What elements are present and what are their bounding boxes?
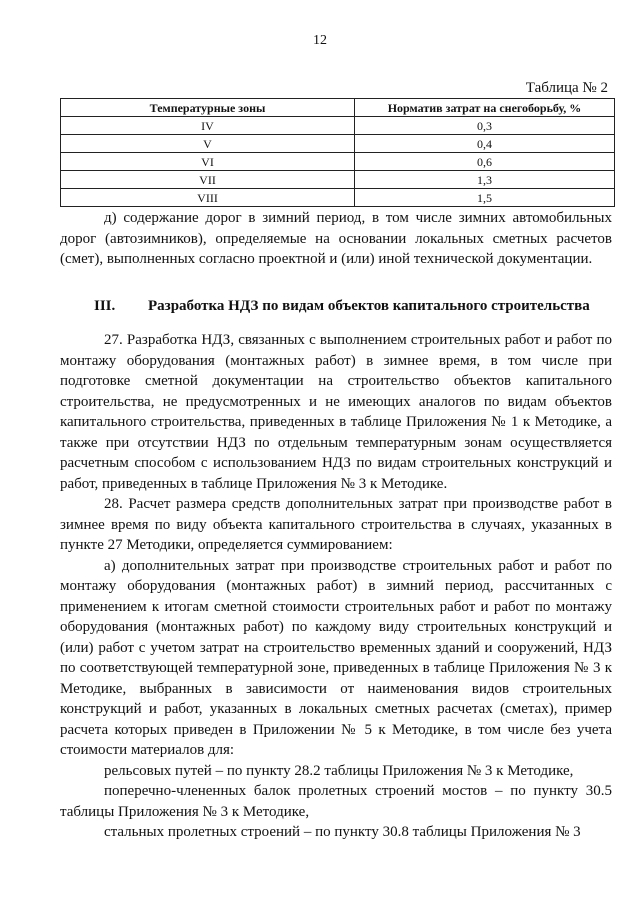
- paragraph-28a: а) дополнительных затрат при производстве строительных работ и работ по монтажу оборудования (монтажных работ) в зимний период, рассчитанных с применением к итогам сметной стоимости строительных работ и работ по монтажу оборудования (монтажных работ) по каждому виду строительных конструкций и (или) работ с учетом затрат на строительство временных зданий и сооружений, НДЗ по соответствующей температурной зоне, приведенных в таблице Приложения № 3 к Методике, выбранных в зависимости от наименования видов строительных конструкций и работ, указанных в локальных сметных расчетах (сметах), пример расчета которых приведен в Приложении № 5 к Методике, в том числе без учета стоимости материалов для:: [60, 557, 612, 758]
- norm-cell: 0,4: [355, 135, 615, 153]
- item-d-block: [60, 208, 612, 270]
- norm-cell: 1,5: [355, 189, 615, 207]
- item-d-paragraph: д) содержание дорог в зимний период, в том числе зимних автомобильных дорог (автозимников), определяемые на основании локальных сметных расчетов (смет), выполненных согласно проектной и (или) иной технической документации.: [60, 210, 612, 267]
- zone-cell: V: [61, 135, 355, 153]
- table-row: [61, 171, 615, 189]
- table-header-row: [61, 99, 615, 117]
- section-heading: [94, 298, 590, 315]
- zone-cell: VII: [61, 171, 355, 189]
- header-temperature-zones: Температурные зоны: [61, 99, 355, 117]
- temperature-zones-table: [60, 98, 615, 207]
- header-snow-cost-norm: Норматив затрат на снегоборьбу, %: [355, 99, 615, 117]
- body-text: [60, 330, 612, 843]
- section-title: Разработка НДЗ по видам объектов капитального строительства: [148, 298, 590, 314]
- list-item-beams: поперечно-члененных балок пролетных строений мостов – по пункту 30.5 таблицы Приложения № 3 к Методике,: [60, 783, 612, 820]
- norm-cell: 0,3: [355, 117, 615, 135]
- norm-cell: 0,6: [355, 153, 615, 171]
- table-row: [61, 135, 615, 153]
- section-number: III.: [94, 298, 116, 314]
- table-caption: Таблица № 2: [525, 80, 608, 96]
- list-item-rails: рельсовых путей – по пункту 28.2 таблицы Приложения № 3 к Методике,: [104, 762, 574, 779]
- zone-cell: IV: [61, 117, 355, 135]
- paragraph-27: 27. Разработка НДЗ, связанных с выполнением строительных работ и работ по монтажу оборудования (монтажных работ) в зимнее время, в том числе при подготовке сметной документации на строительство объектов капитального строительства, не предусмотренных и не имеющих аналогов по видам объектов капитального строительства, приведенных в таблице Приложения № 1 к Методике, а также при отсутствии НДЗ по отдельным температурным зонам осуществляется расчетным способом с использованием НДЗ по видам строительных конструкций и работ, приведенных в таблице Приложения № 3 к Методике.: [60, 332, 612, 492]
- list-item-steel: стальных пролетных строений – по пункту 30.8 таблицы Приложения № 3: [104, 824, 581, 840]
- norm-cell: 1,3: [355, 171, 615, 189]
- table-row: [61, 117, 615, 135]
- table-row: [61, 153, 615, 171]
- table-row: [61, 189, 615, 207]
- zone-cell: VIII: [61, 189, 355, 207]
- zone-cell: VI: [61, 153, 355, 171]
- paragraph-28: 28. Расчет размера средств дополнительных затрат при производстве работ в зимнее время по виду объекта капитального строительства в случаях, указанных в пункте 27 Методики, определяется суммированием:: [60, 496, 612, 553]
- page-number: 12: [313, 33, 327, 48]
